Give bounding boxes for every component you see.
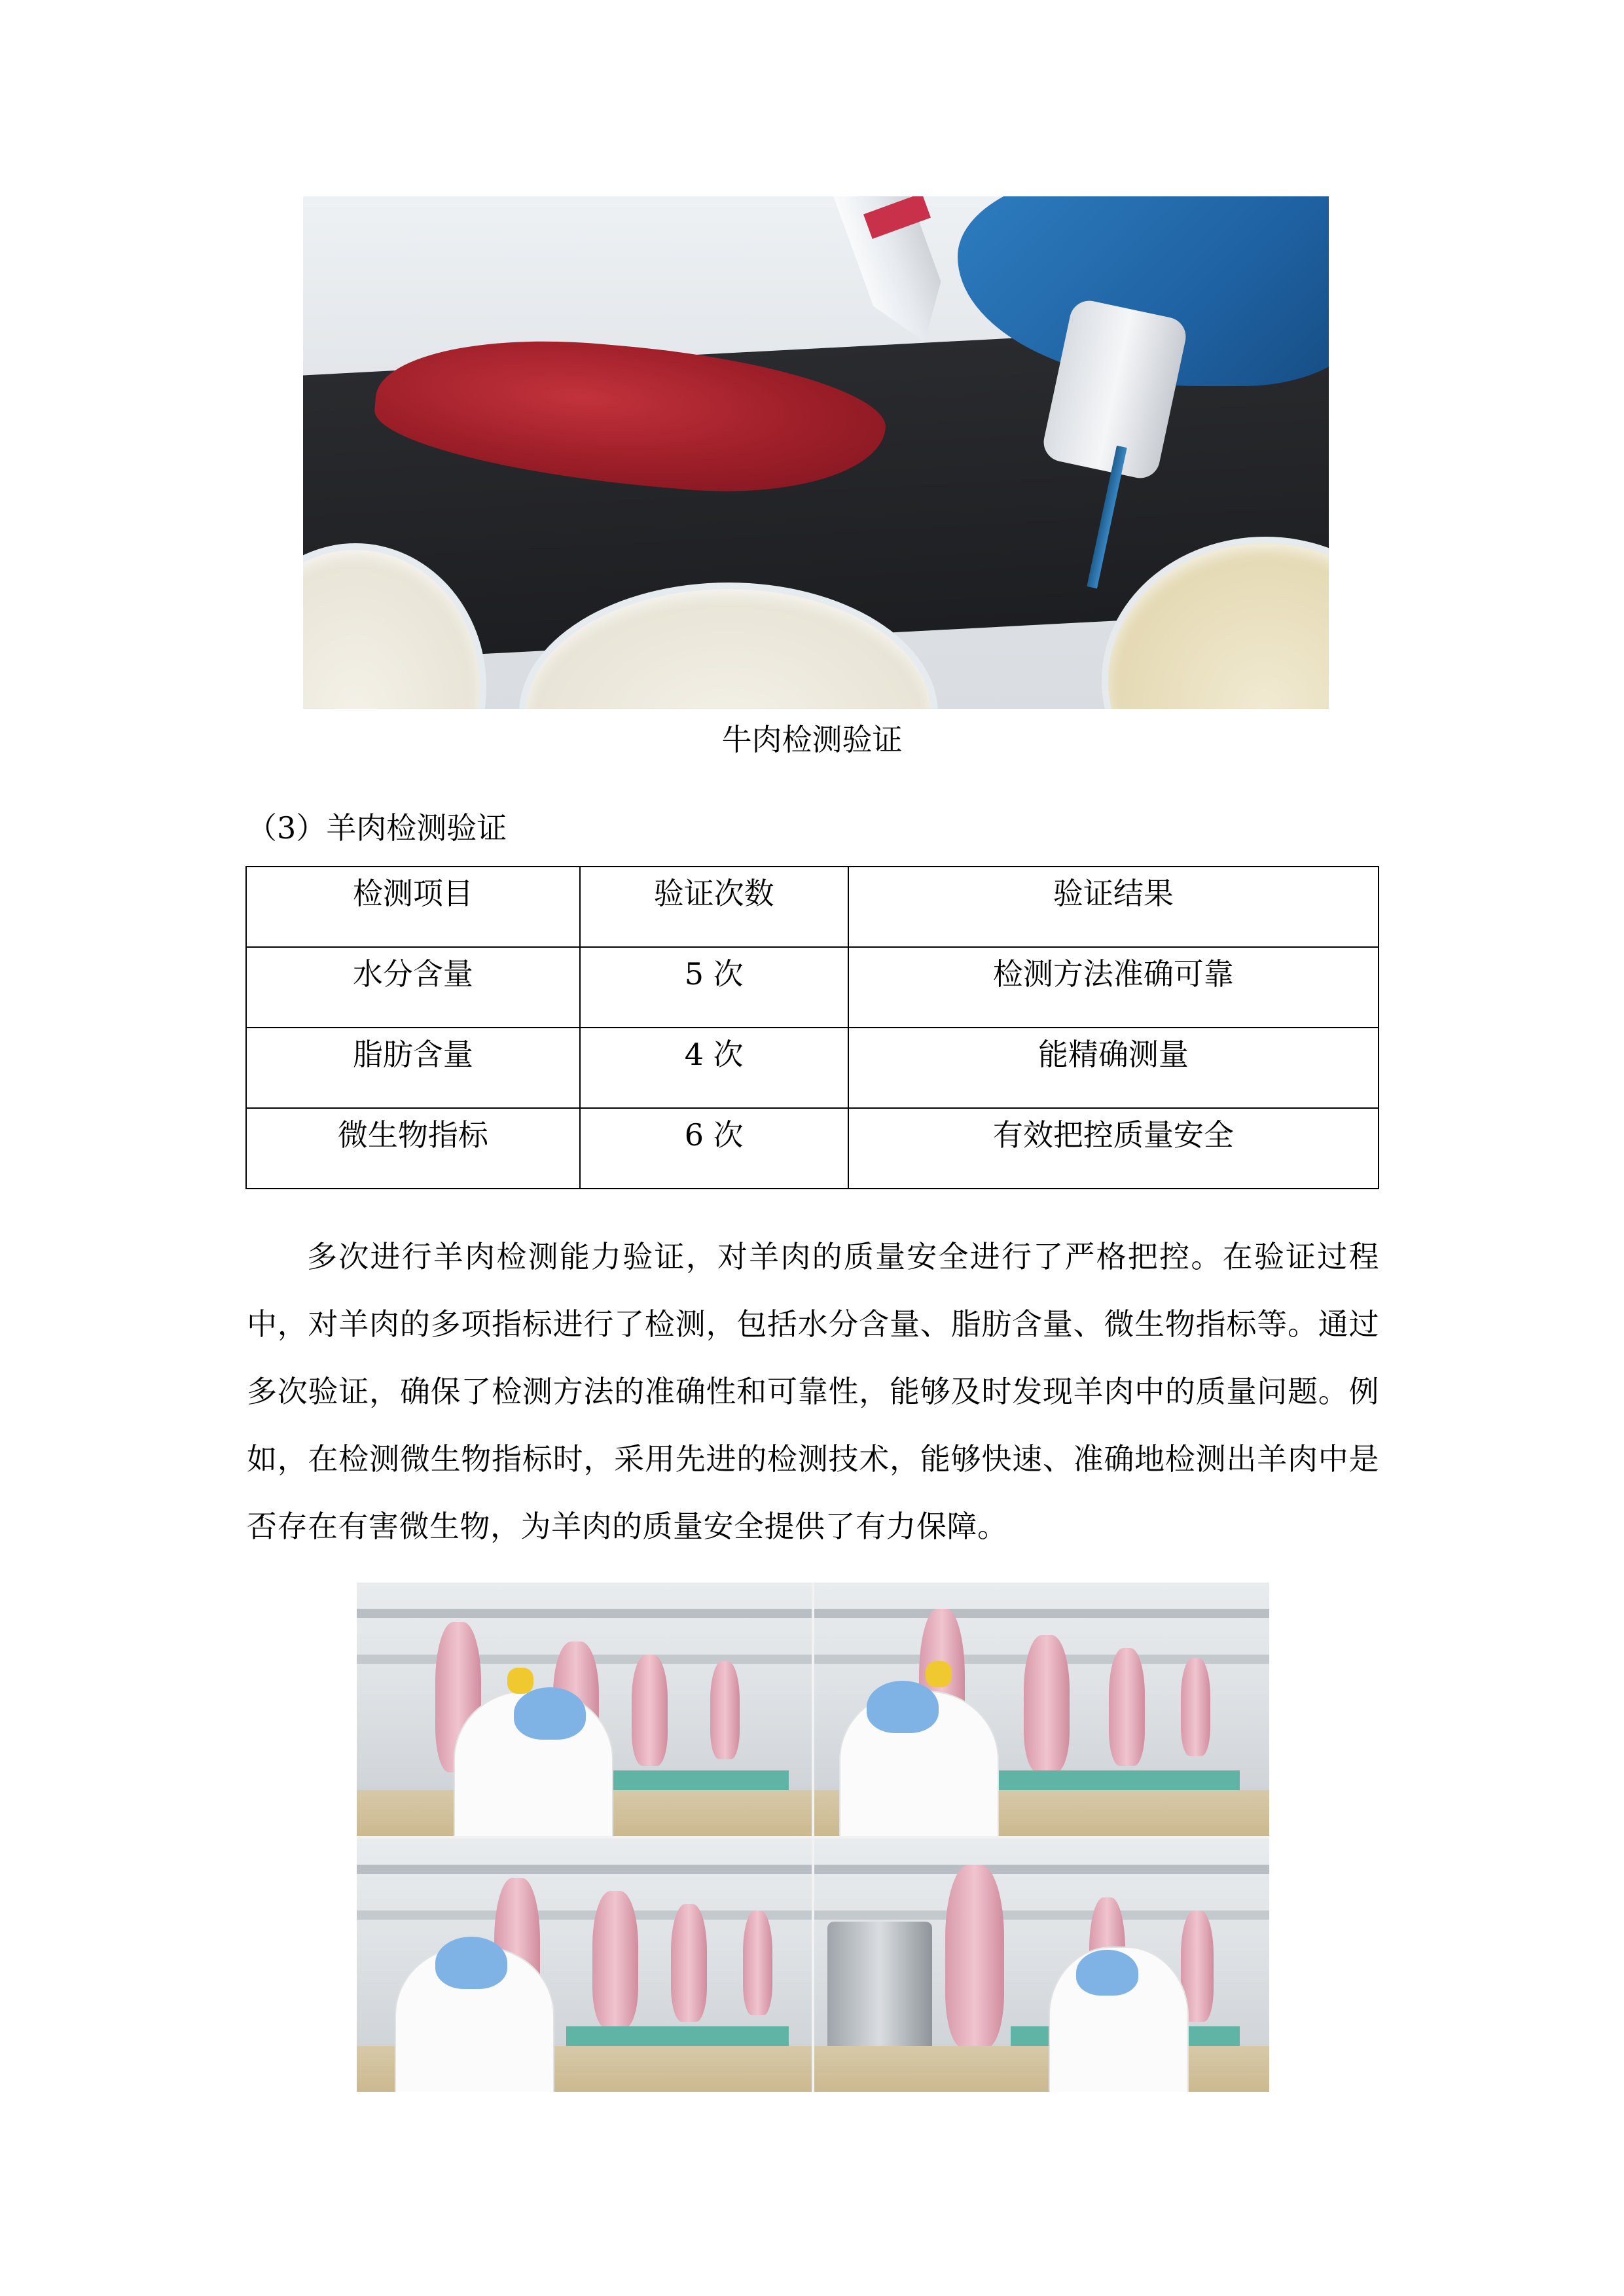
table-header-cell: 验证次数: [580, 867, 848, 947]
photo-tile-top-left: [357, 1583, 812, 1836]
beef-testing-photo: [303, 196, 1329, 709]
table-cell: 有效把控质量安全: [848, 1108, 1379, 1189]
table-cell: 脂肪含量: [246, 1028, 580, 1108]
table-header-row: [246, 867, 1379, 947]
lamb-processing-photo: [357, 1583, 1269, 2092]
table-header-cell: 检测项目: [246, 867, 580, 947]
table-cell: 微生物指标: [246, 1108, 580, 1189]
table-cell: 能精确测量: [848, 1028, 1379, 1108]
table-cell: 水分含量: [246, 947, 580, 1028]
photo-tile-top-right: [814, 1583, 1269, 1836]
table-cell: 4 次: [580, 1028, 848, 1108]
lamb-testing-table: [245, 866, 1379, 1189]
table-row: [246, 1028, 1379, 1108]
photo-tile-bottom-left: [357, 1839, 812, 2092]
table-cell: 5 次: [580, 947, 848, 1028]
beef-photo-caption: 牛肉检测验证: [721, 722, 903, 757]
body-paragraph: 多次进行羊肉检测能力验证，对羊肉的质量安全进行了严格把控。在验证过程中，对羊肉的多项指标进行了检测，包括水分含量、脂肪含量、微生物指标等。通过多次验证，确保了检测方法的准确性和可靠性，能够及时发现羊肉中的质量问题。例如，在检测微生物指标时，采用先进的检测技术，能够快速、准确地检测出羊肉中是否存在有害微生物，为羊肉的质量安全提供了有力保障。: [247, 1239, 1379, 1544]
table-row: [246, 1108, 1379, 1189]
table-cell: 检测方法准确可靠: [848, 947, 1379, 1028]
section-heading: （3）羊肉检测验证: [247, 810, 507, 846]
photo-tile-bottom-right: [814, 1839, 1269, 2092]
table-cell: 6 次: [580, 1108, 848, 1189]
table-row: [246, 947, 1379, 1028]
table-header-cell: 验证结果: [848, 867, 1379, 947]
